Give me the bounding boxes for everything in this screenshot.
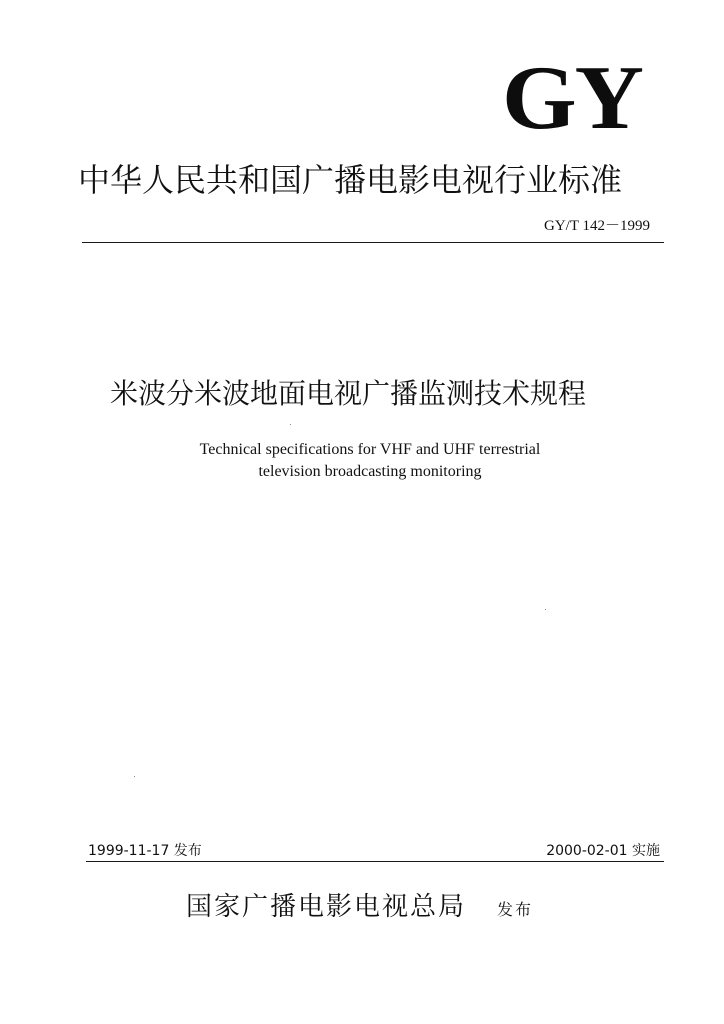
- scan-speck: [134, 776, 135, 777]
- issuing-authority: 国家广播电影电视总局: [186, 892, 467, 922]
- issued-label: 发布: [497, 900, 534, 919]
- footer-divider: [86, 861, 664, 862]
- effective-date: 2000-02-01 实施: [546, 843, 660, 859]
- document-title-chinese: 米波分米波地面电视广播监测技术规程: [110, 377, 587, 410]
- gy-logo: GY: [502, 46, 642, 148]
- document-title-english-line2: television broadcasting monitoring: [258, 463, 482, 480]
- header-divider: [82, 242, 664, 243]
- standard-code: GY/T 142－1999: [544, 218, 650, 234]
- scan-speck: [545, 609, 546, 610]
- scan-speck: [290, 424, 291, 425]
- standard-category-title: 中华人民共和国广播电影电视行业标准: [78, 161, 623, 199]
- issue-date: 1999-11-17 发布: [88, 843, 202, 859]
- document-title-english-line1: Technical specifications for VHF and UHF terrestrial: [199, 441, 541, 458]
